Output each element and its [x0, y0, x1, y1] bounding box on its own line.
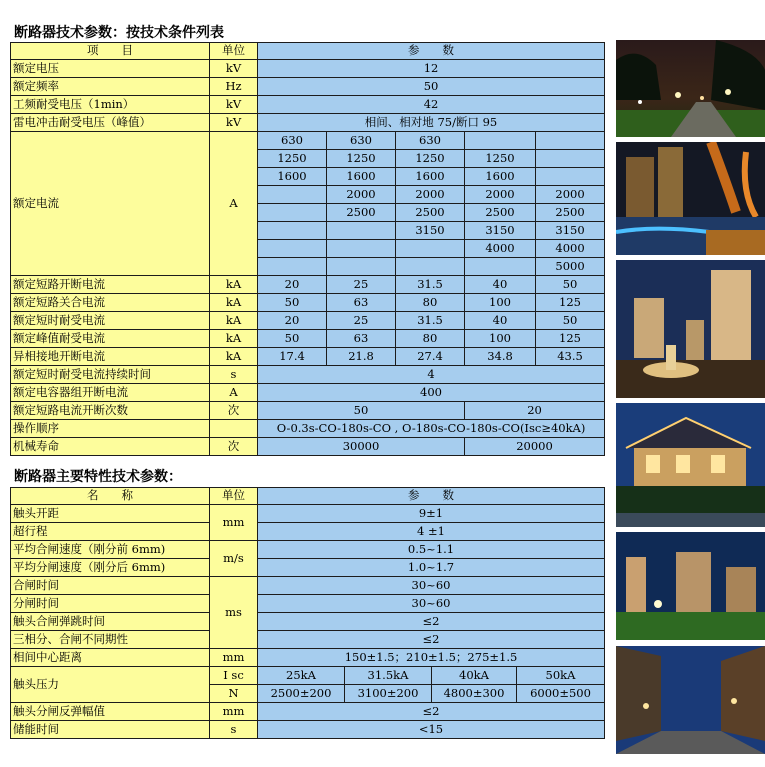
rated-current-unit: A [210, 132, 258, 276]
photo-park-path [616, 40, 765, 137]
table-row: 额定频率 Hz 50 [11, 78, 605, 96]
section1-title: 断路器技术参数：按技术条件列表 [14, 25, 224, 41]
table-row: 额定峰值耐受电流 kA 50 63 80 100 125 [11, 330, 605, 348]
table-row: 触头压力 I sc 25kA 31.5kA 40kA 50kA [11, 667, 605, 685]
header-item: 名 称 [11, 488, 210, 505]
table-row: 额定电容器组开断电流 A 400 [11, 384, 605, 402]
table-row: 合闸时间 ms 30~60 [11, 577, 605, 595]
photo-column [616, 0, 765, 767]
table-row: 额定短时耐受电流 kA 20 25 31.5 40 50 [11, 312, 605, 330]
photo-waterfront-buildings [616, 142, 765, 255]
table-row: 额定短路开断电流 kA 20 25 31.5 40 50 [11, 276, 605, 294]
table-row: 分闸时间 30~60 [11, 595, 605, 613]
table-row: 额定短路关合电流 kA 50 63 80 100 125 [11, 294, 605, 312]
table-row: 平均合闸速度（刚分前 6mm) m/s 0.5~1.1 [11, 541, 605, 559]
table-row: 雷电冲击耐受电压（峰值） kV 相间、相对地 75/断口 95 [11, 114, 605, 132]
photo-villa [616, 403, 765, 527]
table-row: 超行程 4 ±1 [11, 523, 605, 541]
table-row: 额定短时耐受电流持续时间 s 4 [11, 366, 605, 384]
table-row: 异相接地开断电流 kA 17.4 21.8 27.4 34.8 43.5 [11, 348, 605, 366]
rated-current-row: 额定电流 A 630 630 630 [11, 132, 605, 150]
section2-title: 断路器主要特性技术参数： [14, 469, 182, 485]
table-row: 额定电压 kV 12 [11, 60, 605, 78]
header-unit: 单位 [210, 43, 258, 60]
table-row: 触头开距 mm 9±1 [11, 505, 605, 523]
photo-fountain-plaza [616, 260, 765, 398]
characteristics-table [10, 487, 605, 739]
table-row: 额定短路电流开断次数 次 50 20 [11, 402, 605, 420]
table-row: 平均分闸速度（刚分后 6mm) 1.0~1.7 [11, 559, 605, 577]
photo-lit-street [616, 646, 765, 754]
header-unit: 单位 [210, 488, 258, 505]
photo-lawn-towers [616, 532, 765, 640]
header-param: 参 数 [258, 43, 605, 60]
table-row: 相间中心距离 mm 150±1.5；210±1.5；275±1.5 [11, 649, 605, 667]
header-item: 项 目 [11, 43, 210, 60]
table-row: 机械寿命 次 30000 20000 [11, 438, 605, 456]
table-row: 工频耐受电压（1min） kV 42 [11, 96, 605, 114]
rated-current-label: 额定电流 [11, 132, 210, 276]
table-row: 触头分闸反弹幅值 mm ≤2 [11, 703, 605, 721]
technical-conditions-table: 项 目 单位 参 数 额定电压 kV 12 额定频率 Hz 50 工频耐受电压（1min） kV 42 雷电冲击耐受电压（峰值） kV 相间、相对地 75/断口 95 额定电流 A 630 630 630 1250 1250 1250 1250 1600 1600 1600 1600 2000 2000 2000 2000 2500 2500 2500 2500 3150 3150 3150 4000 4000 5000 额定短路开断电流 kA 20 25 31.5 40 50 额定短路关合电流 kA 50 63 80 100 125 额定短时耐受电流 kA 20 25 31.5 40 50 额定峰值耐受电流 kA 50 63 80 100 125 异相接地开断电流 kA 17.4 21.8 27.4 34.8 43.5 额定短时耐受电流持续时间 s 4 额定电容器组开断电流 A 400 额定短路电流开断次数 次 50 20 操作顺序 O-0.3s-CO-180s-CO , O-180s-CO-180s-CO(Isc≥40kA) 机械寿命 次 30000 20000 [10, 42, 605, 456]
table-row: 储能时间 s <15 [11, 721, 605, 739]
table-row: 三相分、合闸不同期性 ≤2 [11, 631, 605, 649]
table-row: 触头合闸弹跳时间 ≤2 [11, 613, 605, 631]
table-row: N 2500±200 3100±200 4800±300 6000±500 [11, 685, 605, 703]
header-param: 参 数 [258, 488, 605, 505]
table-row: 操作顺序 O-0.3s-CO-180s-CO , O-180s-CO-180s-CO(Isc≥40kA) [11, 420, 605, 438]
